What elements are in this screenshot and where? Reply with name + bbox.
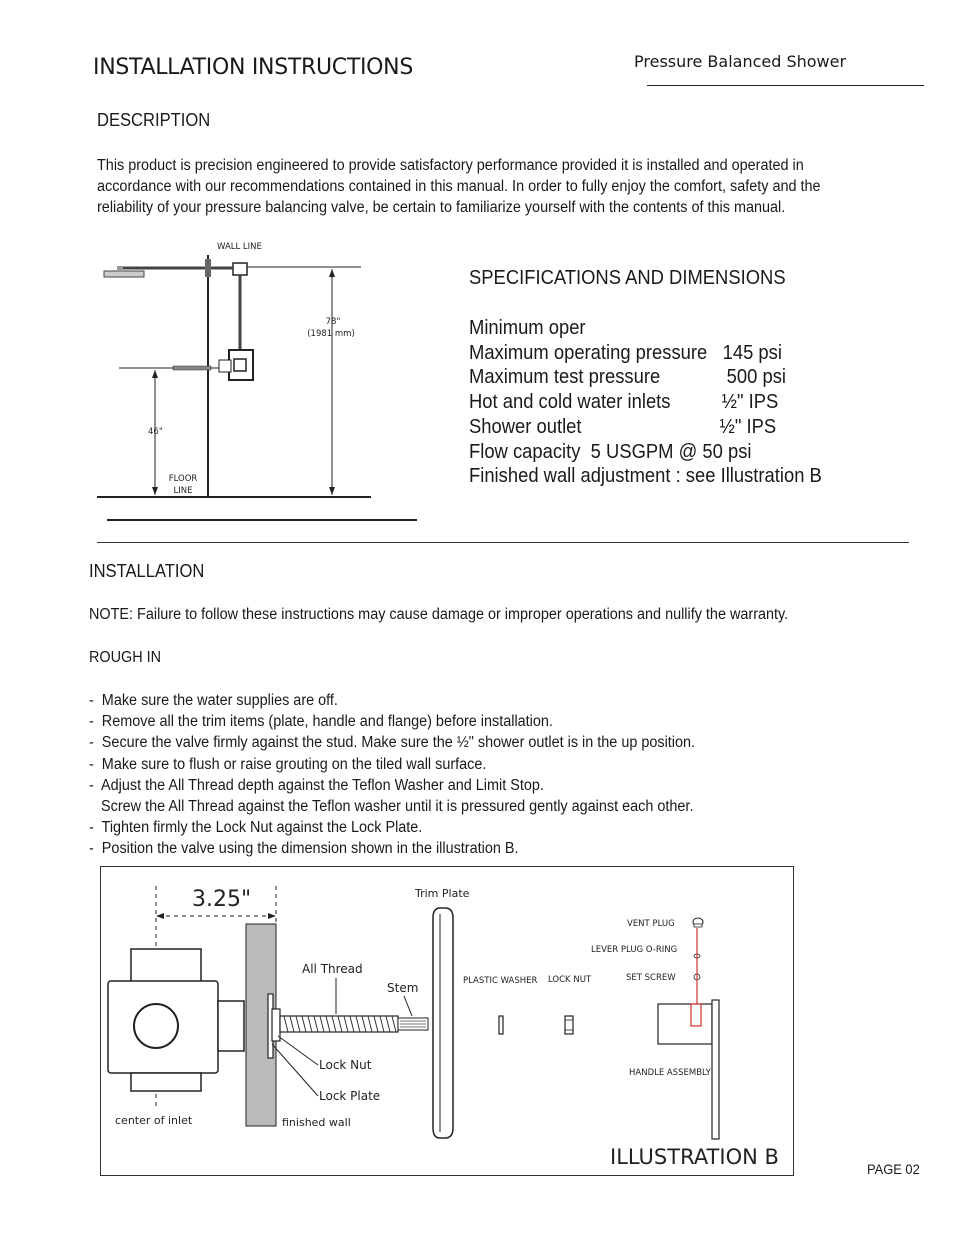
floor-line-label-1: FLOOR [168,474,198,484]
installation-heading: INSTALLATION [89,561,205,581]
floor-line-label-2: LINE [173,486,193,496]
lock-nut-label: Lock Nut [319,1058,372,1072]
finished-wall-label: finished wall [282,1116,351,1129]
spec-row: Flow capacity 5 USGPM @ 50 psi [469,440,752,463]
height-top-label: 78" [325,317,341,327]
all-thread-label: All Thread [302,962,363,976]
shower-layout-diagram [95,235,425,530]
list-item: - Make sure to flush or raise grouting on the tiled wall surface. [89,755,487,773]
dimension-label: 3.25" [192,887,252,912]
list-item: Screw the All Thread against the Teflon washer until it is pressured gently against each other. [89,798,694,816]
vent-plug-label: VENT PLUG [627,919,675,929]
trim-plate-label: Trim Plate [415,887,470,900]
lock-nut-caps-label: LOCK NUT [548,975,592,985]
rough-in-heading: ROUGH IN [89,649,162,666]
handle-assembly-label: HANDLE ASSEMBLY [629,1068,711,1078]
height-valve-label: 46" [148,427,163,437]
header-divider [647,85,924,86]
specs-title: SPECIFICATIONS AND DIMENSIONS [469,267,786,289]
spec-row: Minimum oper [469,317,586,339]
stem-label: Stem [387,981,419,995]
list-item: - Adjust the All Thread depth against the Teflon Washer and Limit Stop. [89,776,544,794]
list-item: - Tighten firmly the Lock Nut against the Lock Plate. [89,819,423,837]
set-screw-label: SET SCREW [626,973,676,983]
page-number: PAGE 02 [867,1161,920,1177]
illustration-b-title: ILLUSTRATION B [610,1145,779,1169]
spec-row: Shower outlet ½" IPS [469,415,777,438]
lever-plug-oring-label: LEVER PLUG O-RING [591,945,678,955]
list-item: - Position the valve using the dimension shown in the illustration B. [89,840,519,858]
page-title: INSTALLATION INSTRUCTIONS [93,55,414,80]
description-heading: DESCRIPTION [97,110,211,130]
product-name: Pressure Balanced Shower [634,52,847,71]
illustration-b-diagram [100,866,794,1176]
plastic-washer-label: PLASTIC WASHER [463,976,538,986]
spec-row: Hot and cold water inlets ½" IPS [469,391,779,414]
spec-row: Finished wall adjustment : see Illustration B [469,465,822,488]
rough-in-steps [89,690,695,860]
list-item: - Make sure the water supplies are off. [89,692,338,709]
specs-list [469,316,822,489]
lock-plate-label: Lock Plate [319,1089,381,1103]
section-divider [97,542,909,543]
spec-row: Maximum operating pressure 145 psi [469,341,782,364]
description-paragraph: This product is precision engineered to provide satisfactory performance provided it is installed and operated in accordance with our recommendations contained in this manual. In order to fully enjoy the comfort, safety and the reliability of your pressure balancing valve, be certain to familiarize yourself with the contents of this manual. [97,157,821,216]
spec-row: Maximum test pressure 500 psi [469,366,787,389]
list-item: - Remove all the trim items (plate, handle and flange) before installation. [89,713,553,731]
wall-line-label: WALL LINE [217,242,262,252]
height-top-mm-label: (1981 mm) [307,329,355,339]
center-of-inlet-label: center of inlet [115,1114,193,1127]
installation-note: NOTE: Failure to follow these instructions may cause damage or improper operations and nullify the warranty. [89,606,789,623]
list-item: - Secure the valve firmly against the stud. Make sure the ½" shower outlet is in the up position. [89,734,696,752]
